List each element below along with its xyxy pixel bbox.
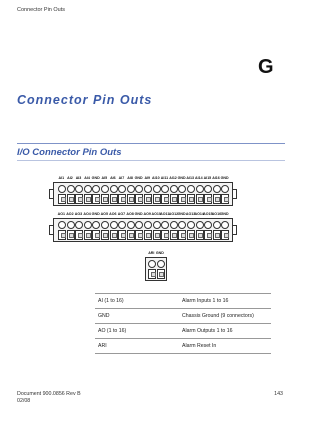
alarm-input-label: AI6: [110, 176, 116, 180]
footer-doc-id: Document 900.0856 Rev B: [17, 391, 81, 397]
alarm-input-terminal: [169, 184, 178, 204]
alarm-input-terminal: [220, 184, 229, 204]
alarm-output-label: GND: [220, 212, 229, 216]
alarm-input-label: AI14: [195, 176, 203, 180]
alarm-input-label: AI12: [169, 176, 177, 180]
alarm-output-label: AO4: [83, 212, 91, 216]
alarm-output-label: AO6: [109, 212, 117, 216]
alarm-output-label: AO15: [203, 212, 213, 216]
pin-description-cell: Alarm Reset In: [179, 339, 271, 354]
pin-name-cell: AO (1 to 16): [95, 324, 179, 339]
pin-description-cell: Chassis Ground (9 connectors): [179, 309, 271, 324]
chapter-title: Connector Pin Outs: [17, 93, 153, 107]
alarm-output-terminal: [134, 220, 143, 240]
alarm-input-terminal: [109, 184, 118, 204]
alarm-input-label: AI7: [118, 176, 125, 180]
alarm-input-label: GND: [91, 176, 100, 180]
alarm-input-terminal: [177, 184, 186, 204]
alarm-reset-terminal: [156, 259, 165, 279]
alarm-input-label: AI3: [75, 176, 82, 180]
alarm-input-label: GND: [177, 176, 186, 180]
alarm-input-connector: [53, 182, 233, 206]
alarm-output-label: AO2: [66, 212, 74, 216]
alarm-output-terminal: [220, 220, 229, 240]
alarm-output-labels: [57, 212, 229, 216]
pinout-table: [95, 293, 271, 354]
alarm-output-label: AO12: [168, 212, 179, 216]
alarm-reset-terminal: [147, 259, 156, 279]
chapter-rule: [17, 143, 285, 144]
table-row: [95, 309, 271, 324]
alarm-input-label: AI1: [58, 176, 65, 180]
alarm-output-label: GND: [134, 212, 143, 216]
alarm-reset-connector: [145, 257, 167, 281]
alarm-input-terminal: [83, 184, 92, 204]
alarm-output-terminal: [66, 220, 75, 240]
alarm-output-terminal: [91, 220, 100, 240]
alarm-output-label: AO1: [57, 212, 65, 216]
alarm-input-label: AI8: [127, 176, 133, 180]
alarm-input-terminal: [66, 184, 75, 204]
section-title: I/O Connector Pin Outs: [17, 147, 122, 158]
alarm-input-terminal: [152, 184, 161, 204]
alarm-input-label: GND: [134, 176, 143, 180]
footer-document: [17, 391, 81, 404]
footer-date: 02/08: [17, 397, 31, 404]
alarm-output-terminal: [169, 220, 178, 240]
alarm-input-labels: [57, 176, 229, 180]
alarm-output-terminal: [177, 220, 186, 240]
alarm-input-label: GND: [220, 176, 229, 180]
alarm-input-label: AI10: [152, 176, 160, 180]
running-header: Connector Pin Outs: [17, 7, 65, 13]
alarm-output-terminal: [57, 220, 66, 240]
alarm-output-terminal: [100, 220, 109, 240]
pin-name-cell: AI (1 to 16): [95, 294, 179, 309]
alarm-input-label: AI2: [67, 176, 73, 180]
alarm-output-terminal: [186, 220, 195, 240]
alarm-output-terminal: [203, 220, 212, 240]
pin-name-cell: ARI: [95, 339, 179, 354]
alarm-input-terminal: [143, 184, 152, 204]
pin-description-cell: Alarm Outputs 1 to 16: [179, 324, 271, 339]
alarm-input-label: AI11: [160, 176, 169, 180]
alarm-output-label: AO5: [100, 212, 108, 216]
alarm-output-label: GND: [177, 212, 186, 216]
alarm-input-terminal: [195, 184, 204, 204]
alarm-output-terminal: [212, 220, 221, 240]
section-rule: [17, 160, 285, 161]
alarm-input-label: AI16: [212, 176, 220, 180]
alarm-input-terminal: [126, 184, 135, 204]
alarm-output-terminal: [143, 220, 152, 240]
alarm-input-label: AI13: [186, 176, 194, 180]
alarm-reset-label: ARI: [148, 251, 155, 255]
alarm-input-label: AI9: [144, 176, 151, 180]
alarm-input-terminal: [186, 184, 195, 204]
alarm-input-terminal: [74, 184, 83, 204]
alarm-output-label: AO14: [194, 212, 204, 216]
alarm-input-terminal: [117, 184, 126, 204]
alarm-output-terminal: [195, 220, 204, 240]
alarm-output-label: AO11: [160, 212, 170, 216]
alarm-output-label: GND: [91, 212, 100, 216]
alarm-input-label: AI15: [203, 176, 212, 180]
alarm-output-terminal: [152, 220, 161, 240]
chapter-letter: G: [258, 56, 274, 78]
table-row: [95, 324, 271, 339]
alarm-input-terminal: [134, 184, 143, 204]
alarm-output-terminal: [74, 220, 83, 240]
alarm-output-label: AO9: [143, 212, 151, 216]
alarm-output-connector: [53, 218, 233, 242]
alarm-reset-label: GND: [155, 251, 164, 255]
alarm-output-terminal: [126, 220, 135, 240]
alarm-input-label: AI5: [101, 176, 108, 180]
alarm-output-label: AO7: [117, 212, 126, 216]
alarm-output-label: AO13: [185, 212, 196, 216]
alarm-input-terminal: [203, 184, 212, 204]
alarm-output-terminal: [160, 220, 169, 240]
alarm-input-terminal: [160, 184, 169, 204]
alarm-reset-labels: [147, 251, 164, 255]
alarm-output-terminal: [83, 220, 92, 240]
alarm-output-terminal: [109, 220, 118, 240]
alarm-output-label: AO3: [74, 212, 83, 216]
alarm-output-label: AO16: [211, 212, 222, 216]
table-row: [95, 294, 271, 309]
alarm-input-terminal: [57, 184, 66, 204]
alarm-input-terminal: [91, 184, 100, 204]
alarm-input-terminal: [212, 184, 221, 204]
alarm-input-terminal: [100, 184, 109, 204]
pin-name-cell: GND: [95, 309, 179, 324]
alarm-output-terminal: [117, 220, 126, 240]
table-row: [95, 339, 271, 354]
footer-page-number: 143: [274, 391, 283, 397]
pin-description-cell: Alarm Inputs 1 to 16: [179, 294, 271, 309]
alarm-input-label: AI4: [84, 176, 90, 180]
alarm-output-label: AO8: [126, 212, 134, 216]
alarm-output-label: AO10: [151, 212, 161, 216]
